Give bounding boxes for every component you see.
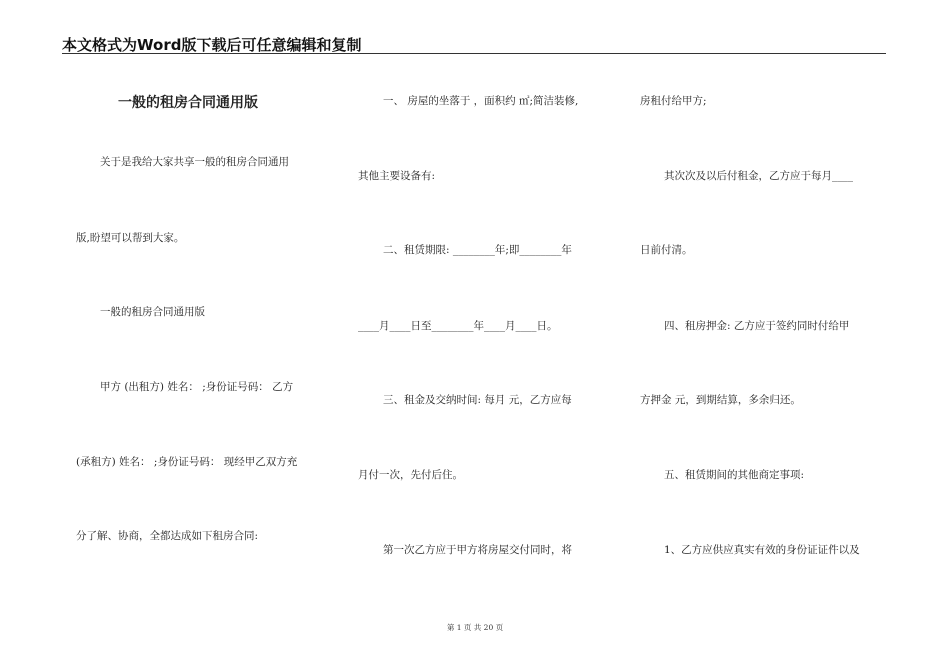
col1-line-5: (承租方) 姓名： ;身份证号码： 现经甲乙双方充 [76,456,298,468]
col2-line-4: ____月____日至________年____月____日。 [358,320,558,332]
col1-line-1: 关于是我给大家共享一般的租房合同通用 [100,156,289,168]
col3-line-5: 方押金 元，到期结算，多余归还。 [640,394,801,406]
col2-line-3: 二、租赁期限: ________年;即________年 [383,244,572,256]
col2-line-2: 其他主要设备有: [358,170,436,182]
col1-line-3: 一般的租房合同通用版 [100,306,205,318]
col3-line-6: 五、租赁期间的其他商定事项: [664,469,805,481]
document-header: 本文格式为Word版下载后可任意编辑和复制 [62,36,362,54]
col2-line-7: 第一次乙方应于甲方将房屋交付同时，将 [383,544,572,556]
col1-line-6: 分了解、协商，全都达成如下租房合同: [76,530,259,542]
col3-line-2: 其次次及以后付租金，乙方应于每月____ [664,170,853,182]
col1-line-4: 甲方 (出租方) 姓名： ;身份证号码： 乙方 [100,381,294,393]
col2-line-5: 三、租金及交纳时间: 每月 元，乙方应每 [383,394,572,406]
col1-line-2: 版,盼望可以帮到大家。 [76,232,185,244]
page-number: 第 1 页 共 20 页 [446,623,504,632]
document-title: 一般的租房合同通用版 [118,95,258,111]
col3-line-4: 四、租房押金: 乙方应于签约同时付给甲 [664,320,850,332]
col2-line-1: 一、 房屋的坐落于 ，面积约 ㎡;简洁装修, [383,95,579,107]
col2-line-6: 月付一次，先付后住。 [358,469,463,481]
col3-line-1: 房租付给甲方; [640,95,707,107]
col3-line-3: 日前付清。 [640,244,693,256]
col3-line-7: 1、乙方应供应真实有效的身份证证件以及 [664,544,860,556]
header-divider [62,53,886,54]
